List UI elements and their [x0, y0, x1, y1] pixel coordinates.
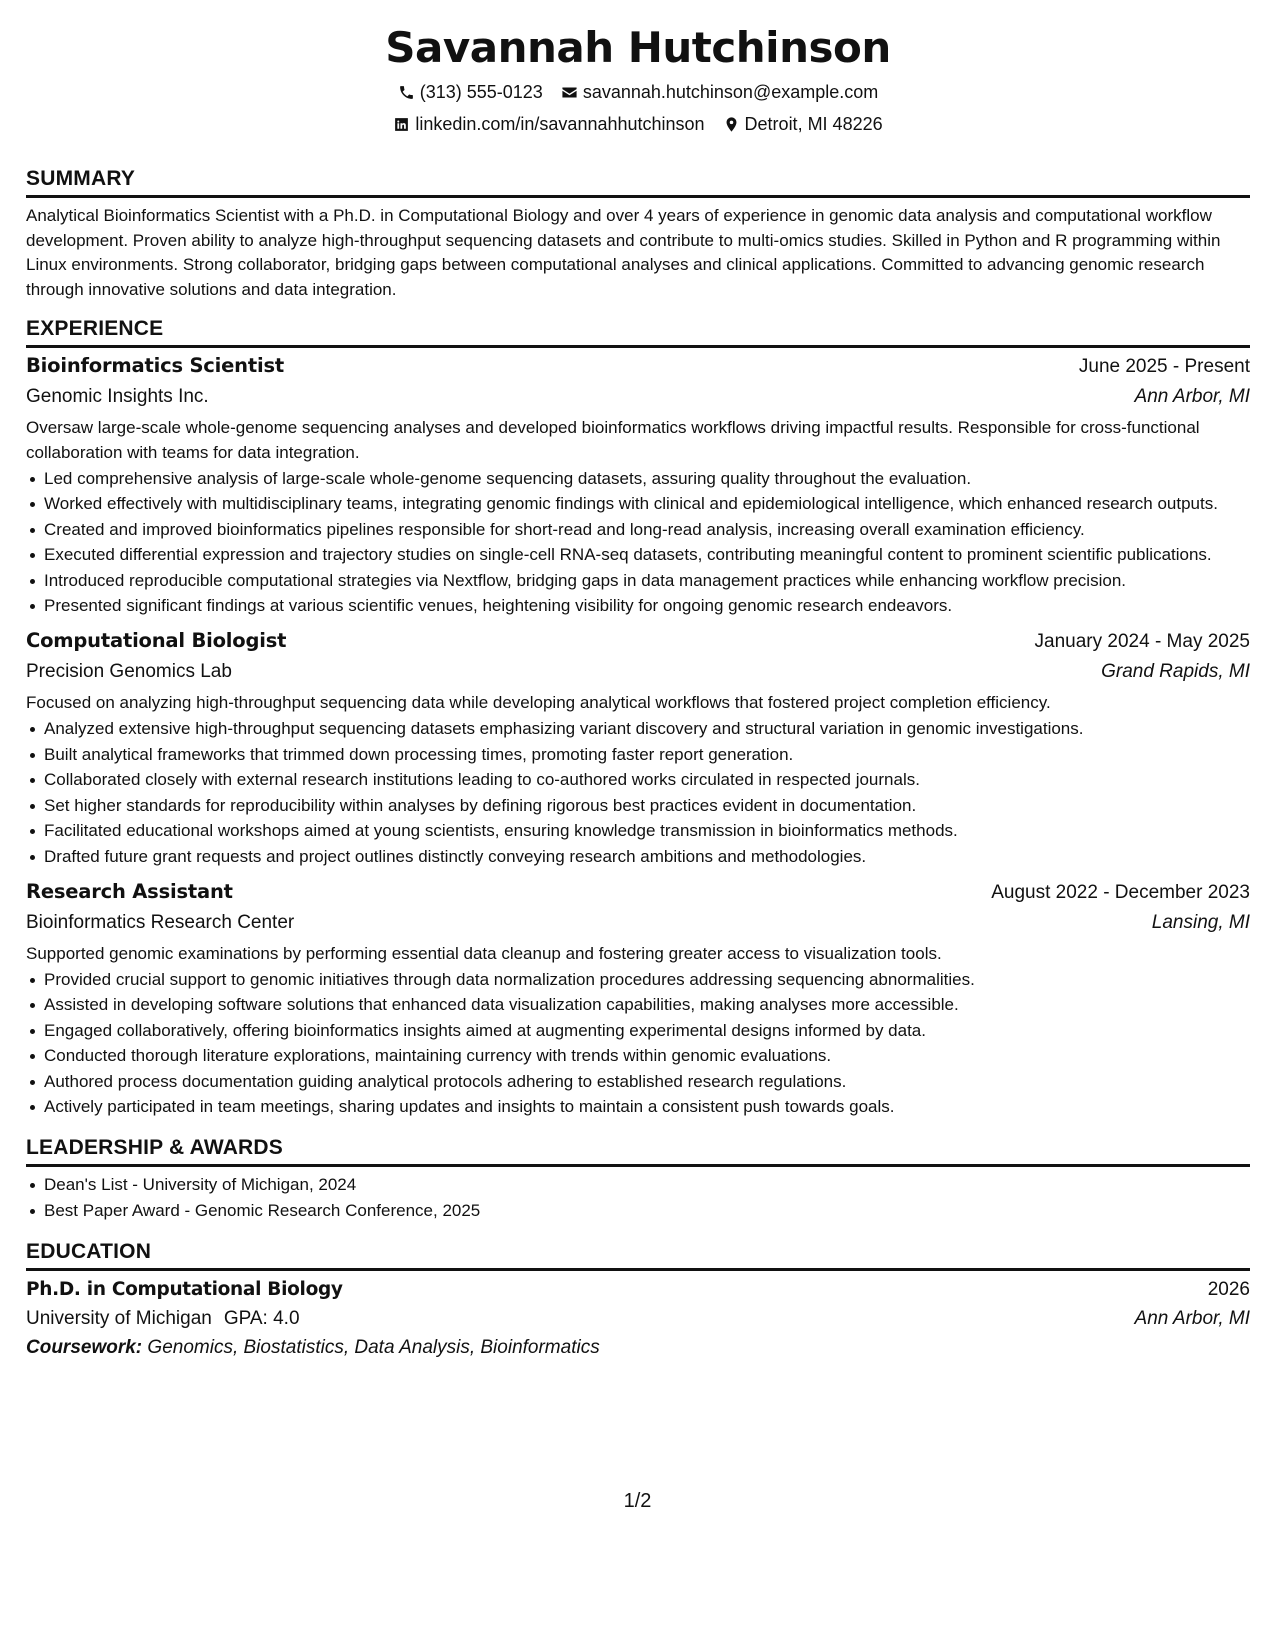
section-title-experience: EXPERIENCE: [26, 316, 1250, 348]
envelope-icon: [561, 84, 578, 101]
page-number: 1/2: [623, 1490, 652, 1512]
list-item: Set higher standards for reproducibility within analyses by defining rigorous best practices evident in documentation.: [26, 794, 1250, 818]
job-company: Genomic Insights Inc.: [26, 386, 209, 407]
job-bullets: [26, 717, 1250, 869]
job-company: Precision Genomics Lab: [26, 661, 232, 682]
list-item: Analyzed extensive high-throughput sequencing datasets emphasizing variant discovery and structural variation in genomic investigations.: [26, 717, 1250, 741]
list-item: Facilitated educational workshops aimed at young scientists, ensuring knowledge transmission in bioinformatics methods.: [26, 819, 1250, 843]
linkedin-icon: [393, 116, 410, 133]
contact-line-1: [26, 80, 1250, 104]
list-item: Best Paper Award - Genomic Research Conference, 2025: [26, 1199, 1250, 1223]
coursework: [26, 1333, 1250, 1363]
job-dates: August 2022 - December 2023: [991, 881, 1250, 903]
section-title-summary: SUMMARY: [26, 166, 1250, 198]
job-bullets: [26, 968, 1250, 1120]
job-company: Bioinformatics Research Center: [26, 911, 295, 933]
job-bullets: [26, 467, 1250, 619]
location-text: Detroit, MI 48226: [744, 114, 883, 134]
list-item: Executed differential expression and trajectory studies on single-cell RNA-seq datasets, contributing meaningful content to prominent scientific publications.: [26, 543, 1250, 567]
list-item: Engaged collaboratively, offering bioinformatics insights aimed at augmenting experimental designs informed by data.: [26, 1019, 1250, 1043]
list-item: Collaborated closely with external research institutions leading to co-authored works circulated in respected journals.: [26, 768, 1250, 792]
list-item: Built analytical frameworks that trimmed down processing times, promoting faster report generation.: [26, 743, 1250, 767]
job-title: Computational Biologist: [26, 629, 287, 652]
job-location: Lansing, MI: [1151, 911, 1250, 933]
job-entry: [26, 626, 1250, 869]
list-item: Actively participated in team meetings, sharing updates and insights to maintain a consistent push towards goals.: [26, 1095, 1250, 1119]
resume-page: [26, 0, 1250, 1363]
job-description: Supported genomic examinations by performing essential data cleanup and fostering greater access to visualization tools.: [26, 943, 942, 963]
map-pin-icon: [723, 116, 740, 133]
job-dates: June 2025 - Present: [1078, 356, 1250, 377]
email-contact[interactable]: [561, 80, 878, 104]
school-name: University of Michigan: [26, 1307, 212, 1329]
section-title-leadership: LEADERSHIP & AWARDS: [26, 1135, 1250, 1167]
summary-text: Analytical Bioinformatics Scientist with a Ph.D. in Computational Biology and over 4 years of experience in genomic data analysis and computational workflow development. Proven ability to analyze high-throughput sequencing datasets and contribute to multi-omics studies. Skilled in Python and R programming within Linux environments. Strong collaborator, bridging gaps between computational analyses and clinical applications. Committed to advancing genomic research through innovative solutions and data integration.: [26, 206, 1221, 299]
email-address[interactable]: savannah.hutchinson@example.com: [582, 82, 879, 102]
resume-header: [26, 0, 1250, 136]
list-item: Assisted in developing software solutions that enhanced data visualization capabilities, making analyses more accessible.: [26, 993, 1250, 1017]
awards-list: [26, 1173, 1250, 1223]
leadership-section: [26, 1135, 1250, 1223]
list-item: Authored process documentation guiding analytical protocols adhering to established research regulations.: [26, 1070, 1250, 1094]
linkedin-url[interactable]: linkedin.com/in/savannahhutchinson: [415, 114, 705, 134]
experience-section: [26, 316, 1250, 1119]
job-entry: [26, 877, 1250, 1120]
gpa: GPA: 4.0: [223, 1307, 300, 1329]
location-contact: [723, 112, 883, 136]
phone-number: (313) 555-0123: [419, 82, 543, 102]
coursework-label: Coursework:: [26, 1336, 143, 1358]
candidate-name: Savannah Hutchinson: [385, 23, 891, 72]
contact-line-2: [26, 112, 1250, 136]
graduation-year: 2026: [1207, 1278, 1250, 1300]
job-location: Grand Rapids, MI: [1101, 661, 1250, 682]
list-item: Created and improved bioinformatics pipelines responsible for short-read and long-read analysis, increasing overall examination efficiency.: [26, 518, 1250, 542]
phone-contact: [398, 80, 543, 104]
linkedin-contact[interactable]: [393, 112, 704, 136]
list-item: Provided crucial support to genomic initiatives through data normalization procedures addressing sequencing abnormalities.: [26, 968, 1250, 992]
job-entry: [26, 351, 1250, 618]
job-title: Research Assistant: [26, 879, 233, 903]
degree-name: Ph.D. in Computational Biology: [26, 1278, 343, 1300]
list-item: Worked effectively with multidisciplinary teams, integrating genomic findings with clinical and epidemiological intelligence, which enhanced research outputs.: [26, 492, 1250, 516]
job-description: Focused on analyzing high-throughput sequencing data while developing analytical workflows that fostered project completion efficiency.: [26, 693, 1051, 712]
job-location: Ann Arbor, MI: [1134, 386, 1250, 407]
list-item: Presented significant findings at various scientific venues, heightening visibility for ongoing genomic research endeavors.: [26, 594, 1250, 618]
list-item: Drafted future grant requests and project outlines distinctly conveying research ambitions and methodologies.: [26, 845, 1250, 869]
job-description: Oversaw large-scale whole-genome sequencing analyses and developed bioinformatics workflows driving impactful results. Responsible for cross-functional collaboration with teams for data integration.: [26, 418, 1200, 462]
summary-section: [26, 166, 1250, 302]
list-item: Led comprehensive analysis of large-scale whole-genome sequencing datasets, assuring quality throughout the evaluation.: [26, 467, 1250, 491]
list-item: Introduced reproducible computational strategies via Nextflow, bridging gaps in data management practices while enhancing workflow precision.: [26, 569, 1250, 593]
school-location: Ann Arbor, MI: [1134, 1307, 1250, 1329]
education-section: [26, 1239, 1250, 1363]
job-title: Bioinformatics Scientist: [26, 354, 284, 377]
phone-icon: [398, 84, 415, 101]
list-item: Conducted thorough literature explorations, maintaining currency with trends within genomic evaluations.: [26, 1044, 1250, 1068]
job-dates: January 2024 - May 2025: [1034, 631, 1250, 652]
section-title-education: EDUCATION: [26, 1239, 1250, 1271]
list-item: Dean's List - University of Michigan, 2024: [26, 1173, 1250, 1197]
coursework-list: Genomics, Biostatistics, Data Analysis, Bioinformatics: [147, 1336, 600, 1358]
